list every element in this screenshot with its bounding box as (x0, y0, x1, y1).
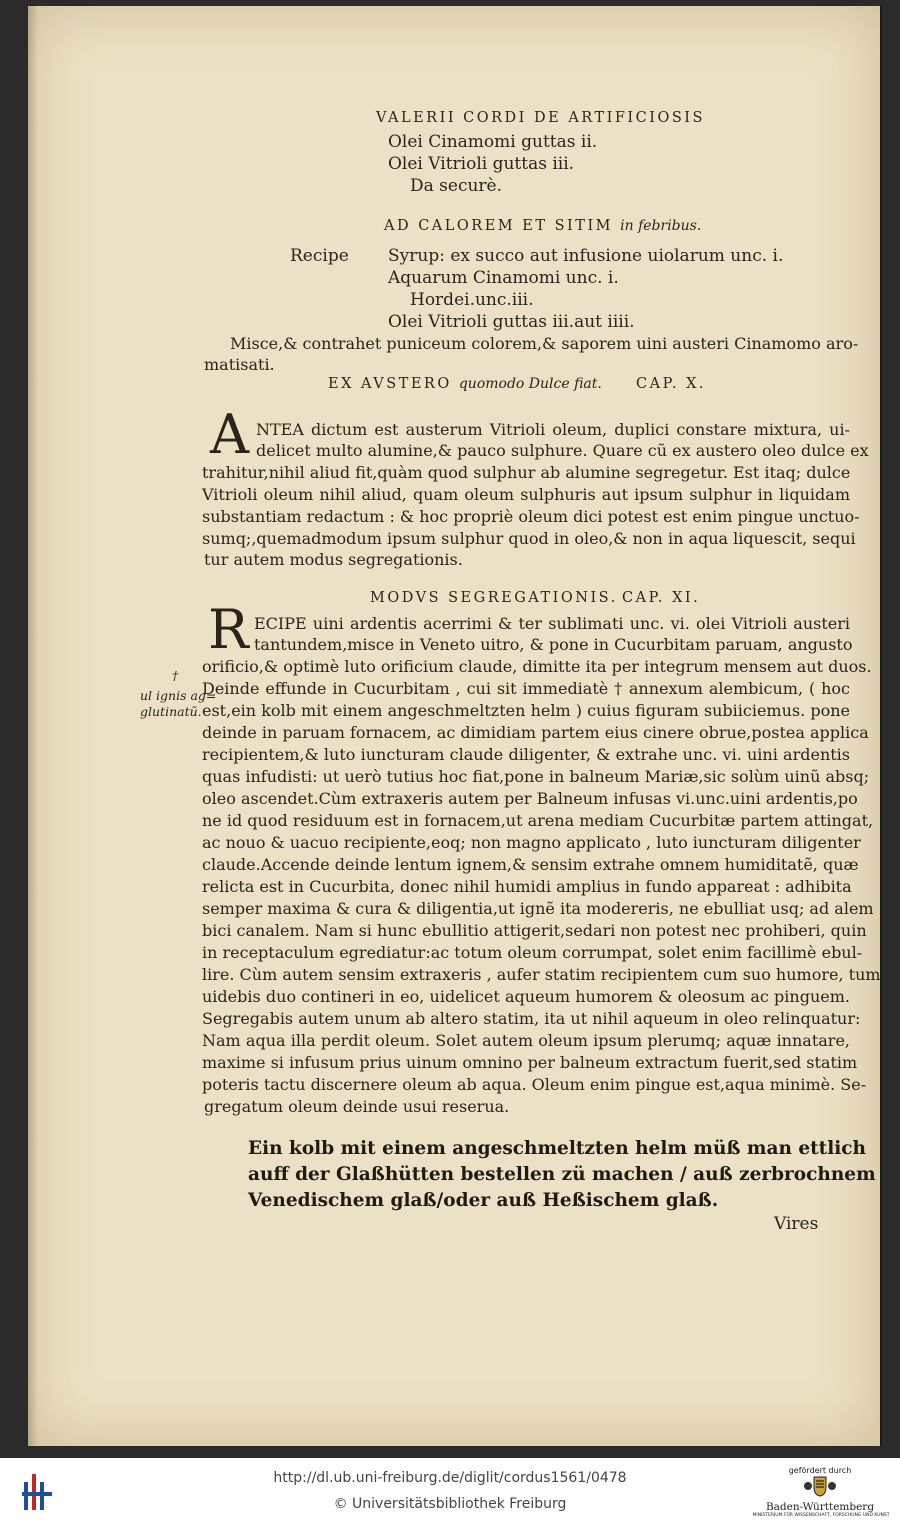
section-heading-calorem (384, 216, 701, 236)
recipe1-line-1: Olei Cinamomi guttas ii. (388, 132, 598, 152)
para11-line-11: ac nouo & uacuo recipiente,eoq; non magno applicato , luto iuncturam diligenter (202, 833, 861, 852)
heading-caps: AD CALOREM ET SITIM (384, 218, 614, 234)
recipe2-line-1: Syrup: ex succo aut infusione uiolarum unc. i. (388, 246, 784, 266)
para11-line-22: poteris tactu discernere oleum ab aqua. Oleum enim pingue est,aqua minimè. Se- (202, 1075, 867, 1094)
para11-line-17: lire. Cùm autem sensim extraxeris , aufer statim recipientem cum suo humore, tum (202, 965, 881, 984)
recipe2-line-2: Aquarum Cinamomi unc. i. (388, 268, 619, 288)
misce-line-2: matisati. (204, 355, 275, 374)
para10-line-5: substantiam redactum : & hoc propriè oleum dici potest est enim pingue unctuo- (202, 507, 860, 526)
para11-line-19: Segregabis autem unum ab altero statim, ita ut nihil aqueum in oleo relinquatur: (202, 1009, 861, 1028)
funded-by-label: gefördert durch (788, 1466, 852, 1475)
para11-line-4: Deinde effunde in Cucurbitam , cui sit immediatè † annexum alembicum, ( hoc (202, 679, 850, 698)
running-head: VALERII CORDI DE ARTIFICIOSIS (376, 110, 705, 126)
para11-line-15: bici canalem. Nam si hunc ebullitio attigerit,sedari non potest nec prohiberi, quin (202, 921, 867, 940)
cap-x-heading-left (328, 374, 602, 394)
para11-line-20: Nam aqua illa perdit oleum. Solet autem oleum ipsum plerumq; aquæ innatare, (202, 1031, 850, 1050)
catchword: Vires (774, 1214, 819, 1234)
recipe2-line-4: Olei Vitrioli guttas iii.aut iiii. (388, 312, 635, 332)
drop-cap-a: A (210, 403, 249, 466)
recipe2-line-3: Hordei.unc.iii. (410, 290, 534, 310)
para10-line-2: delicet multo alumine,& pauco sulphure. Quare cũ ex austero oleo dulce ex (256, 441, 869, 460)
german-line-2: auff der Glaßhütten bestellen zü machen / auß zerbrochnem (248, 1164, 876, 1185)
cap-x-number: CAP. X. (636, 376, 707, 392)
page-url-link[interactable]: http://dl.ub.uni-freiburg.de/diglit/cordus1561/0478 (273, 1470, 627, 1486)
cap-x-italic: quomodo Dulce fiat. (458, 376, 602, 392)
cap-x-left: EX AVSTERO (328, 376, 452, 392)
margin-note-line-1: ul ignis ag= (140, 688, 217, 703)
misce-line-1: Misce,& contrahet puniceum colorem,& saporem uini austeri Cinamomo aro- (230, 334, 859, 353)
para11-line-21: maxime si infusum prius uinum omnino per balneum extractum fuerit,sed statim (202, 1053, 858, 1072)
para11-line-9: oleo ascendet.Cùm extraxeris autem per Balneum infusas vi.unc.uini ardentis,po (202, 789, 858, 808)
page-gutter (28, 6, 38, 1446)
german-line-3: Venedischem glaß/oder auß Heßischem glaß. (248, 1190, 719, 1211)
para11-line-14: semper maxima & cura & diligentia,ut ignẽ ita modereris, ne ebulliat usq; ad alem (202, 899, 874, 918)
para11-line-23: gregatum oleum deinde usui reserua. (204, 1097, 510, 1116)
para11-line-16: in receptaculum egrediatur:ac totum oleum corrumpat, solet enim facillimè ebul- (202, 943, 863, 962)
funding-badge (752, 1466, 890, 1518)
para11-line-1: ECIPE uini ardentis acerrimi & ter sublimati unc. vi. olei Vitrioli austeri (254, 614, 850, 633)
para11-line-18: uidebis duo contineri in eo, uidelicet aqueum humorem & oleosum ac pinguem. (202, 987, 850, 1006)
para11-line-5: est,ein kolb mit einem angeschmeltzten helm ) cuius figuram subiiciemus. pone (202, 701, 850, 720)
para11-line-6: deinde in paruam fornacem, ac dimidiam partem eius cinere obrue,postea applica (202, 723, 869, 742)
state-crest-icon (800, 1475, 840, 1497)
para11-line-2: tantundem,misce in Veneto uitro, & pone in Cucurbitam paruam, angusto (254, 635, 853, 654)
cap-xi-number: CAP. XI. (622, 590, 701, 606)
cap-xi-heading-left: MODVS SEGREGATIONIS. (370, 590, 618, 606)
para11-line-12: claude.Accende deinde lentum ignem,& sensim extrahe omnem humiditatẽ, quæ (202, 855, 859, 874)
state-name: Baden-Württemberg (765, 1501, 875, 1513)
recipe1-line-2: Olei Vitrioli guttas iii. (388, 154, 575, 174)
recipe-label: Recipe (290, 246, 349, 266)
para10-line-1: NTEA dictum est austerum Vitrioli oleum, duplici constare mixtura, ui- (256, 420, 850, 439)
para11-line-8: quas infudisti: ut uerò tutius hoc fiat,pone in balneum Mariæ,sic solùm uinũ absq; (202, 767, 870, 786)
para11-line-7: recipientem,& luto iuncturam claude diligenter, & extrahe unc. vi. uini ardentis (202, 745, 850, 764)
recipe1-line-3: Da securè. (410, 176, 503, 196)
para10-line-4: Vitrioli oleum nihil aliud, quam oleum sulphuris aut ipsum sulphur in liquidam (202, 485, 850, 504)
para11-line-13: relicta est in Cucurbita, donec nihil humidi amplius in fundo appareat : adhibita (202, 877, 852, 896)
german-line-1: Ein kolb mit einem angeschmeltzten helm müß man ettlich (248, 1138, 866, 1159)
heading-italic: in febribus. (620, 218, 702, 234)
para10-line-7: tur autem modus segregationis. (204, 550, 463, 569)
para11-line-10: ne id quod residuum est in fornacem,ut arena mediam Cucurbitæ partem attingat, (202, 811, 874, 830)
drop-cap-r: R (208, 598, 249, 661)
ministry-name: MINISTERIUM FÜR WISSENSCHAFT, FORSCHUNG UND KUNST (752, 1513, 890, 1518)
para11-line-3: orificio,& optimè luto orificium claude, dimitte ita per integrum mensem aut duos. (202, 657, 872, 676)
margin-note-line-2: glutinatũ. (140, 704, 202, 719)
para10-line-3: trahitur,nihil aliud fit,quàm quod sulphur ab alumine segregetur. Est itaq; dulce (202, 463, 851, 482)
margin-dagger: † (172, 668, 179, 683)
copyright-text: © Universitätsbibliothek Freiburg (333, 1496, 567, 1512)
para10-line-6: sumq;,quemadmodum ipsum sulphur quod in oleo,& non in aqua liquescit, sequi (202, 529, 856, 548)
